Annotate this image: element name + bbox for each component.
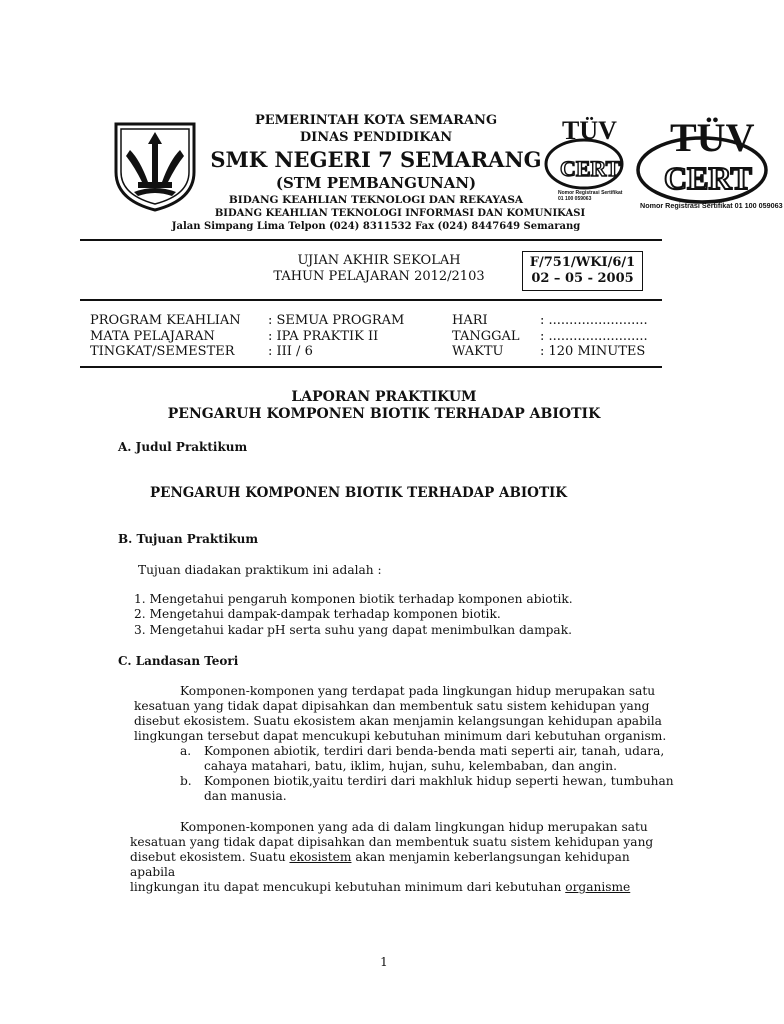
- tujuan-intro: Tujuan diadakan praktikum ini adalah :: [138, 563, 382, 577]
- info-label-right: HARI: [452, 313, 488, 328]
- paragraph-line: Komponen-komponen yang ada di dalam lingkungan hidup merupakan satu: [180, 820, 648, 834]
- paragraph-line: [130, 880, 675, 895]
- paragraph-line: [130, 850, 675, 880]
- link-organisme[interactable]: organisme: [565, 880, 631, 894]
- info-label: PROGRAM KEAHLIAN: [90, 313, 241, 328]
- info-row: [90, 329, 660, 345]
- info-label: MATA PELAJARAN: [90, 328, 215, 344]
- paragraph-line: lingkungan tersebut dapat mencukupi kebutuhan minimum dari kebutuhan organism.: [134, 729, 667, 743]
- list-line: Komponen biotik,yaitu terdiri dari makhluk hidup seperti hewan, tumbuhan: [204, 774, 674, 788]
- info-label-right: TANGGAL: [452, 328, 520, 344]
- info-value-right: : ........................: [540, 313, 648, 328]
- list-item: [180, 774, 680, 804]
- component-list: [180, 744, 680, 804]
- list-line: dan manusia.: [204, 789, 287, 803]
- header-divider: [80, 239, 662, 241]
- gov-name: PEMERINTAH KOTA SEMARANG: [254, 113, 498, 128]
- landasan-paragraph-2: [130, 820, 675, 895]
- report-title: LAPORAN PRAKTIKUM: [291, 389, 477, 405]
- paragraph-line: kesatuan yang tidak dapat dipisahkan dan membentuk satu sistem kehidupan yang: [134, 699, 650, 713]
- exam-year: TAHUN PELAJARAN 2012/2103: [273, 269, 485, 284]
- ref-code: F/751/WKI/6/1: [529, 255, 636, 270]
- field-2: BIDANG KEAHLIAN TEKNOLOGI INFORMASI DAN KOMUNIKASI: [214, 208, 586, 219]
- text-run: akan menjamin keberlangsungan kehidupan apabila: [130, 850, 630, 879]
- info-value: : SEMUA PROGRAM: [268, 313, 405, 328]
- info-row: [90, 344, 660, 360]
- report-subtitle: PENGARUH KOMPONEN BIOTIK TERHADAP ABIOTIK: [167, 406, 601, 422]
- dept-name: DINAS PENDIDIKAN: [299, 130, 453, 145]
- info-table: [90, 313, 660, 360]
- info-value: : III / 6: [268, 344, 313, 359]
- paragraph-line: disebut ekosistem. Suatu ekosistem akan menjamin kelangsungan kehidupan apabila: [134, 714, 662, 728]
- section-b-heading: B. Tujuan Praktikum: [118, 532, 259, 546]
- text-run: lingkungan itu dapat mencukupi kebutuhan minimum dari kebutuhan: [130, 880, 566, 894]
- exam-divider-bottom: [80, 366, 662, 368]
- paragraph-line: Komponen-komponen yang terdapat pada lingkungan hidup merupakan satu: [180, 684, 656, 698]
- ref-date: 02 – 05 - 2005: [531, 271, 634, 286]
- list-item: [180, 744, 680, 774]
- info-value-right: : 120 MINUTES: [540, 344, 646, 359]
- tuv-logo-large: TÜV CERT Nomor Registrasi Sertifikat 01 100 059063: [640, 115, 783, 210]
- school-alias: (STM PEMBANGUNAN): [275, 174, 477, 192]
- paragraph-line: kesatuan yang tidak dapat dipisahkan dan membentuk suatu sistem kehidupan yang: [130, 835, 654, 849]
- section-a-heading: A. Judul Praktikum: [118, 440, 248, 454]
- list-line: cahaya matahari, batu, iklim, hujan, suhu, kelembaban, dan angin.: [204, 759, 617, 773]
- section-c-heading: C. Landasan Teori: [118, 654, 239, 668]
- exam-divider-top: [80, 299, 662, 301]
- form-reference-box: [522, 251, 643, 291]
- tujuan-item: 2. Mengetahui dampak-dampak terhadap komponen biotik.: [134, 607, 501, 621]
- judul-praktikum: PENGARUH KOMPONEN BIOTIK TERHADAP ABIOTIK: [150, 485, 568, 501]
- page-number: 1: [380, 955, 388, 969]
- school-name: SMK NEGERI 7 SEMARANG: [210, 147, 542, 172]
- info-row: [90, 313, 660, 329]
- landasan-paragraph-1: [134, 684, 674, 744]
- info-value-right: : ........................: [540, 328, 648, 344]
- link-ekosistem[interactable]: ekosistem: [289, 850, 352, 864]
- list-marker: a.: [180, 744, 192, 758]
- tuv-logo-small: TÜV CERT Nomor Registrasi Sertifikat 01 100 059063: [544, 112, 626, 202]
- field-1: BIDANG KEAHLIAN TEKNOLOGI DAN REKAYASA: [228, 194, 524, 206]
- info-label-right: WAKTU: [452, 344, 504, 359]
- info-label: TINGKAT/SEMESTER: [90, 344, 235, 359]
- tujuan-item: 3. Mengetahui kadar pH serta suhu yang dapat menimbulkan dampak.: [134, 623, 572, 637]
- exam-title: UJIAN AKHIR SEKOLAH: [297, 253, 461, 268]
- list-marker: b.: [180, 774, 192, 788]
- school-address: Jalan Simpang Lima Telpon (024) 8311532 Fax (024) 8447649 Semarang: [171, 221, 581, 232]
- tujuan-item: 1. Mengetahui pengaruh komponen biotik terhadap komponen abiotik.: [134, 592, 573, 606]
- info-value: : IPA PRAKTIK II: [268, 328, 379, 344]
- text-run: disebut ekosistem. Suatu: [130, 850, 290, 864]
- list-line: Komponen abiotik, terdiri dari benda-benda mati seperti air, tanah, udara,: [204, 744, 665, 758]
